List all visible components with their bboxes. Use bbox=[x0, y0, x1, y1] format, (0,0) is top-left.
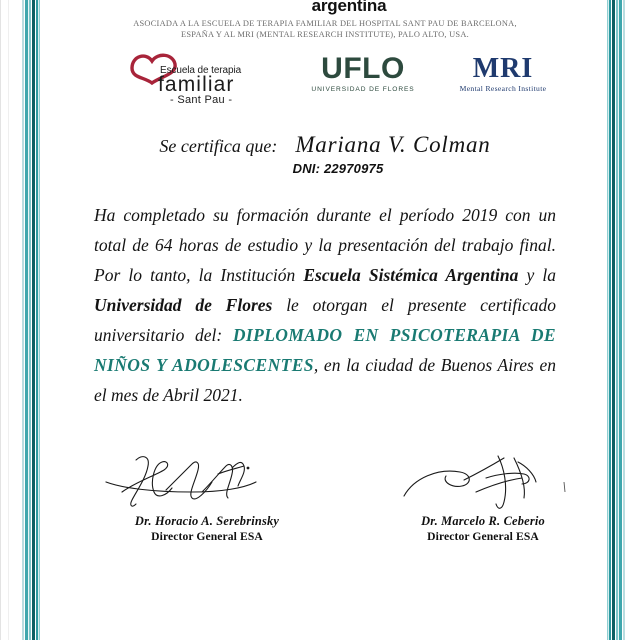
logo-uflo-acronym: UFLO bbox=[321, 52, 405, 85]
logo-escuela-line-2: familiar bbox=[158, 73, 235, 96]
body-segment-1: Ha completado su formación durante el período 2019 con un total de 64 horas de estudio y la presentación del trabajo final. Por lo tanto, la Institución bbox=[94, 205, 556, 285]
body-segment-2: y la bbox=[518, 265, 556, 285]
logo-uflo-subtitle: UNIVERSIDAD DE FLORES bbox=[311, 86, 415, 93]
body-segment-4: , en la ciudad de Buenos Aires en el mes de Abril 2021. bbox=[94, 355, 556, 405]
logo-uflo bbox=[303, 54, 423, 93]
signature-name-right: Dr. Marcelo R. Ceberio bbox=[421, 514, 545, 528]
student-dni: DNI: 22970975 bbox=[292, 161, 384, 176]
body-paragraph bbox=[94, 200, 556, 410]
handwritten-signature-icon-right bbox=[368, 452, 598, 514]
signature-name-left: Dr. Horacio A. Serebrinsky bbox=[134, 514, 280, 528]
institution-uflo: Universidad de Flores bbox=[94, 295, 273, 315]
award-title: DIPLOMADO EN PSICOTERAPIA DE NIÑOS Y ADOLESCENTES bbox=[94, 325, 556, 375]
certificate-body bbox=[94, 200, 556, 410]
brand-name-argentina: argentina bbox=[311, 0, 387, 15]
institution-esa: Escuela Sistémica Argentina bbox=[303, 265, 519, 285]
signature-role-left: Director General ESA bbox=[151, 530, 263, 543]
association-line-2: ESPAÑA Y AL MRI (MENTAL RESEARCH INSTITUTE), PALO ALTO, USA. bbox=[181, 30, 469, 39]
logo-escuela-line-1: Escuela de terapia bbox=[160, 65, 242, 76]
student-name: Mariana V. Colman bbox=[295, 132, 491, 157]
logo-escuela-line-3: - Sant Pau - bbox=[170, 94, 233, 106]
body-segment-3: le otorgan el presente certificado universitario del: bbox=[94, 295, 556, 345]
logo-mri-subtitle: Mental Research Institute bbox=[459, 84, 547, 93]
handwritten-signature-icon-left bbox=[92, 452, 322, 514]
page-edge-line bbox=[0, 0, 1, 640]
signature-role-right: Director General ESA bbox=[427, 530, 539, 543]
certificate-header bbox=[30, 0, 610, 40]
certify-label: Se certifica que: bbox=[159, 136, 278, 156]
logo-mri bbox=[438, 54, 568, 93]
recipient-section bbox=[40, 132, 610, 176]
logo-mri-acronym: MRI bbox=[472, 53, 534, 84]
association-line-1: ASOCIADA A LA ESCUELA DE TERAPIA FAMILIAR DEL HOSPITAL SANT PAU DE BARCELONA, bbox=[133, 19, 517, 28]
recipient-line bbox=[40, 132, 610, 158]
logo-row bbox=[40, 48, 600, 110]
page-edge-line-secondary bbox=[8, 0, 9, 640]
signature-row bbox=[30, 452, 610, 562]
logo-escuela-terapia-familiar bbox=[128, 50, 288, 106]
signature-block-left bbox=[92, 452, 322, 543]
signature-block-right bbox=[368, 452, 598, 543]
